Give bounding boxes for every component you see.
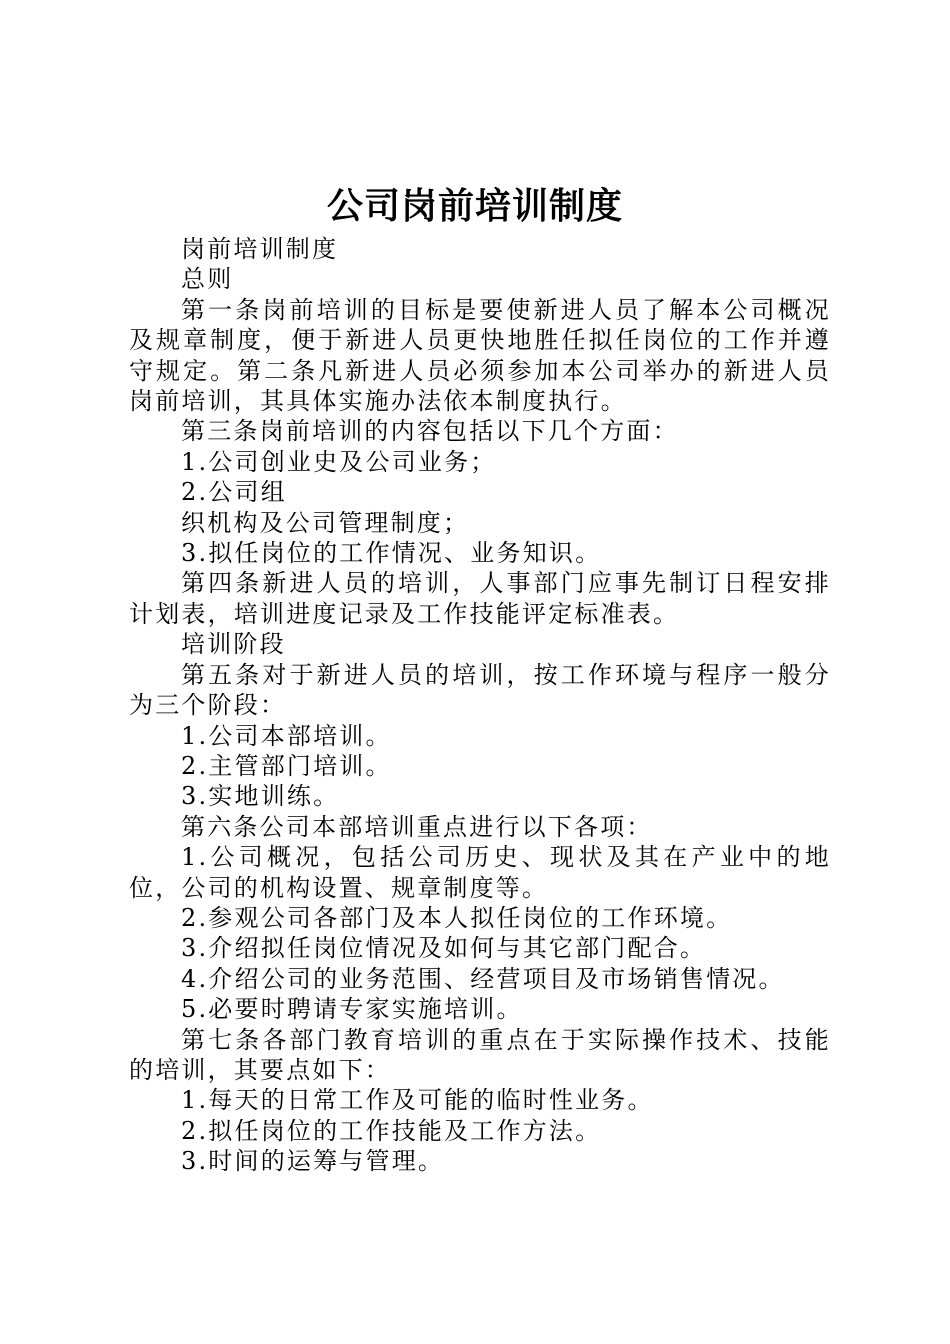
article-5-item-1: 1.公司本部培训。 (181, 721, 392, 750)
article-5-item-3: 3.实地训练。 (181, 782, 340, 811)
article-5: 第五条对于新进人员的培训，按工作环境与程序一般分为三个阶段： (129, 660, 831, 720)
article-6-item-2: 2.参观公司各部门及本人拟任岗位的工作环境。 (181, 903, 733, 932)
article-7: 第七条各部门教育培训的重点在于实际操作技术、技能的培训，其要点如下： (129, 1025, 831, 1084)
document-body (129, 234, 831, 1177)
article-1-2: 第一条岗前培训的目标是要使新进人员了解本公司概况及规章制度，便于新进人员更快地胜任拟任岗位的工作并遵守规定。第二条凡新进人员必须参加本公司举办的新进人员岗前培训，其具体实施办法依本制度执行。 (129, 295, 831, 416)
article-5-item-2: 2.主管部门培训。 (181, 751, 392, 780)
article-3-item-3: 3.拟任岗位的工作情况、业务知识。 (181, 539, 602, 568)
article-6: 第六条公司本部培训重点进行以下各项： (181, 812, 653, 841)
article-3-item-2a: 2.公司组 (181, 478, 287, 507)
section-heading-general: 总则 (181, 265, 234, 294)
article-3-item-2b: 织机构及公司管理制度； (181, 508, 470, 537)
article-6-item-1: 1.公司概况，包括公司历史、现状及其在产业中的地位，公司的机构设置、规章制度等。 (129, 843, 831, 902)
article-4: 第四条新进人员的培训，人事部门应事先制订日程安排计划表，培训进度记录及工作技能评定标准表。 (129, 569, 831, 628)
document-title: 公司岗前培训制度 (326, 186, 623, 227)
article-7-item-2: 2.拟任岗位的工作技能及工作方法。 (181, 1116, 602, 1145)
article-7-item-1: 1.每天的日常工作及可能的临时性业务。 (181, 1086, 654, 1115)
article-7-item-3: 3.时间的运筹与管理。 (181, 1147, 445, 1176)
article-3-item-1: 1.公司创业史及公司业务； (181, 447, 497, 476)
article-3: 第三条岗前培训的内容包括以下几个方面： (181, 417, 679, 446)
paragraph-heading: 岗前培训制度 (181, 235, 339, 263)
article-6-item-3: 3.介绍拟任岗位情况及如何与其它部门配合。 (181, 934, 707, 963)
article-6-item-4: 4.介绍公司的业务范围、经营项目及市场销售情况。 (181, 964, 785, 993)
article-6-item-5: 5.必要时聘请专家实施培训。 (181, 995, 523, 1024)
section-heading-stages: 培训阶段 (181, 630, 286, 659)
